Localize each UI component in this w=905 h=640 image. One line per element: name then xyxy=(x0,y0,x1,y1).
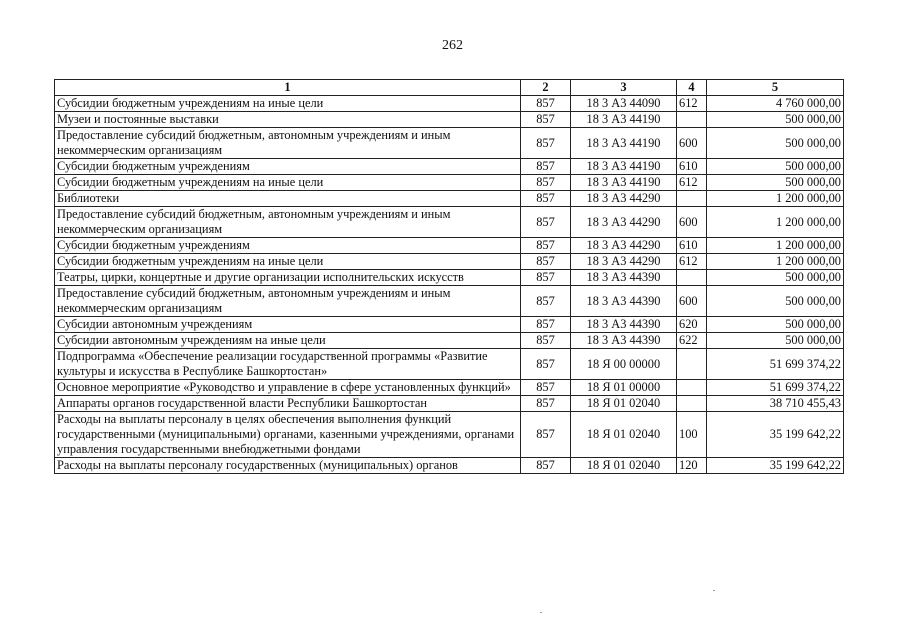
cell-name: Театры, цирки, концертные и другие организации исполнительских искусств xyxy=(55,270,521,286)
cell-type: 610 xyxy=(677,159,707,175)
scan-speck xyxy=(540,612,542,613)
table-row xyxy=(55,380,844,396)
cell-org: 857 xyxy=(521,412,571,458)
cell-name: Музеи и постоянные выставки xyxy=(55,112,521,128)
cell-sum: 4 760 000,00 xyxy=(707,96,844,112)
table-row xyxy=(55,191,844,207)
cell-org: 857 xyxy=(521,96,571,112)
cell-org: 857 xyxy=(521,349,571,380)
cell-sum: 500 000,00 xyxy=(707,128,844,159)
column-header-sum: 5 xyxy=(707,80,844,96)
table-row xyxy=(55,317,844,333)
table-header-row xyxy=(55,80,844,96)
cell-org: 857 xyxy=(521,396,571,412)
cell-org: 857 xyxy=(521,128,571,159)
cell-type: 610 xyxy=(677,238,707,254)
cell-code: 18 3 А3 44290 xyxy=(571,238,677,254)
cell-type xyxy=(677,112,707,128)
cell-org: 857 xyxy=(521,112,571,128)
cell-code: 18 Я 01 00000 xyxy=(571,380,677,396)
cell-name: Субсидии бюджетным учреждениям xyxy=(55,159,521,175)
column-header-name: 1 xyxy=(55,80,521,96)
cell-name: Субсидии автономным учреждениям xyxy=(55,317,521,333)
cell-name: Основное мероприятие «Руководство и управление в сфере установленных функций» xyxy=(55,380,521,396)
cell-code: 18 3 А3 44090 xyxy=(571,96,677,112)
cell-type: 622 xyxy=(677,333,707,349)
cell-sum: 51 699 374,22 xyxy=(707,349,844,380)
cell-name: Предоставление субсидий бюджетным, автономным учреждениям и иным некоммерческим организациям xyxy=(55,286,521,317)
cell-org: 857 xyxy=(521,238,571,254)
table-row xyxy=(55,396,844,412)
scan-speck xyxy=(713,590,715,591)
cell-code: 18 Я 00 00000 xyxy=(571,349,677,380)
cell-org: 857 xyxy=(521,333,571,349)
cell-name: Подпрограмма «Обеспечение реализации государственной программы «Развитие культуры и искусства в Республике Башкортостан» xyxy=(55,349,521,380)
cell-code: 18 3 А3 44190 xyxy=(571,128,677,159)
cell-code: 18 3 А3 44390 xyxy=(571,270,677,286)
cell-code: 18 Я 01 02040 xyxy=(571,412,677,458)
cell-code: 18 3 А3 44290 xyxy=(571,207,677,238)
table-row xyxy=(55,270,844,286)
cell-type: 600 xyxy=(677,128,707,159)
cell-sum: 35 199 642,22 xyxy=(707,458,844,474)
cell-type xyxy=(677,380,707,396)
cell-type: 120 xyxy=(677,458,707,474)
cell-type: 612 xyxy=(677,96,707,112)
cell-sum: 51 699 374,22 xyxy=(707,380,844,396)
cell-code: 18 3 А3 44390 xyxy=(571,317,677,333)
cell-org: 857 xyxy=(521,159,571,175)
cell-org: 857 xyxy=(521,254,571,270)
cell-sum: 38 710 455,43 xyxy=(707,396,844,412)
cell-type: 600 xyxy=(677,207,707,238)
cell-org: 857 xyxy=(521,191,571,207)
cell-code: 18 Я 01 02040 xyxy=(571,396,677,412)
cell-code: 18 3 А3 44290 xyxy=(571,191,677,207)
cell-name: Предоставление субсидий бюджетным, автономным учреждениям и иным некоммерческим организациям xyxy=(55,128,521,159)
cell-sum: 500 000,00 xyxy=(707,333,844,349)
cell-org: 857 xyxy=(521,380,571,396)
table-row xyxy=(55,238,844,254)
cell-type xyxy=(677,191,707,207)
page-number: 262 xyxy=(442,38,463,53)
cell-name: Расходы на выплаты персоналу в целях обеспечения выполнения функций государственными (муниципальными) органами, казенными учреждениями, органами управления государственными внебюджетными фондами xyxy=(55,412,521,458)
table-row xyxy=(55,175,844,191)
cell-sum: 1 200 000,00 xyxy=(707,207,844,238)
cell-org: 857 xyxy=(521,270,571,286)
table-row xyxy=(55,286,844,317)
cell-sum: 500 000,00 xyxy=(707,317,844,333)
cell-org: 857 xyxy=(521,458,571,474)
cell-type: 612 xyxy=(677,254,707,270)
cell-name: Субсидии бюджетным учреждениям на иные цели xyxy=(55,254,521,270)
table-row xyxy=(55,458,844,474)
table-row xyxy=(55,128,844,159)
cell-code: 18 3 А3 44190 xyxy=(571,175,677,191)
cell-type xyxy=(677,270,707,286)
cell-sum: 1 200 000,00 xyxy=(707,254,844,270)
cell-name: Субсидии бюджетным учреждениям xyxy=(55,238,521,254)
table-body xyxy=(55,96,844,474)
table-row xyxy=(55,333,844,349)
cell-code: 18 3 А3 44390 xyxy=(571,286,677,317)
cell-code: 18 3 А3 44290 xyxy=(571,254,677,270)
budget-table xyxy=(54,79,844,474)
cell-name: Субсидии автономным учреждениям на иные цели xyxy=(55,333,521,349)
cell-sum: 1 200 000,00 xyxy=(707,191,844,207)
cell-code: 18 Я 01 02040 xyxy=(571,458,677,474)
cell-type xyxy=(677,396,707,412)
cell-name: Расходы на выплаты персоналу государственных (муниципальных) органов xyxy=(55,458,521,474)
cell-type: 600 xyxy=(677,286,707,317)
table-row xyxy=(55,349,844,380)
cell-name: Предоставление субсидий бюджетным, автономным учреждениям и иным некоммерческим организациям xyxy=(55,207,521,238)
cell-name: Аппараты органов государственной власти Республики Башкортостан xyxy=(55,396,521,412)
cell-sum: 500 000,00 xyxy=(707,286,844,317)
table-row xyxy=(55,254,844,270)
cell-org: 857 xyxy=(521,317,571,333)
cell-org: 857 xyxy=(521,175,571,191)
cell-sum: 500 000,00 xyxy=(707,175,844,191)
table-row xyxy=(55,412,844,458)
cell-name: Субсидии бюджетным учреждениям на иные цели xyxy=(55,96,521,112)
cell-type: 620 xyxy=(677,317,707,333)
cell-code: 18 3 А3 44390 xyxy=(571,333,677,349)
table-row xyxy=(55,112,844,128)
cell-name: Библиотеки xyxy=(55,191,521,207)
cell-code: 18 3 А3 44190 xyxy=(571,159,677,175)
table-row xyxy=(55,207,844,238)
column-header-code: 3 xyxy=(571,80,677,96)
cell-sum: 500 000,00 xyxy=(707,112,844,128)
column-header-type: 4 xyxy=(677,80,707,96)
column-header-org: 2 xyxy=(521,80,571,96)
cell-sum: 500 000,00 xyxy=(707,159,844,175)
cell-sum: 500 000,00 xyxy=(707,270,844,286)
cell-type xyxy=(677,349,707,380)
table-row xyxy=(55,159,844,175)
cell-name: Субсидии бюджетным учреждениям на иные цели xyxy=(55,175,521,191)
cell-type: 100 xyxy=(677,412,707,458)
table-row xyxy=(55,96,844,112)
cell-org: 857 xyxy=(521,207,571,238)
cell-type: 612 xyxy=(677,175,707,191)
cell-code: 18 3 А3 44190 xyxy=(571,112,677,128)
cell-sum: 35 199 642,22 xyxy=(707,412,844,458)
cell-org: 857 xyxy=(521,286,571,317)
cell-sum: 1 200 000,00 xyxy=(707,238,844,254)
